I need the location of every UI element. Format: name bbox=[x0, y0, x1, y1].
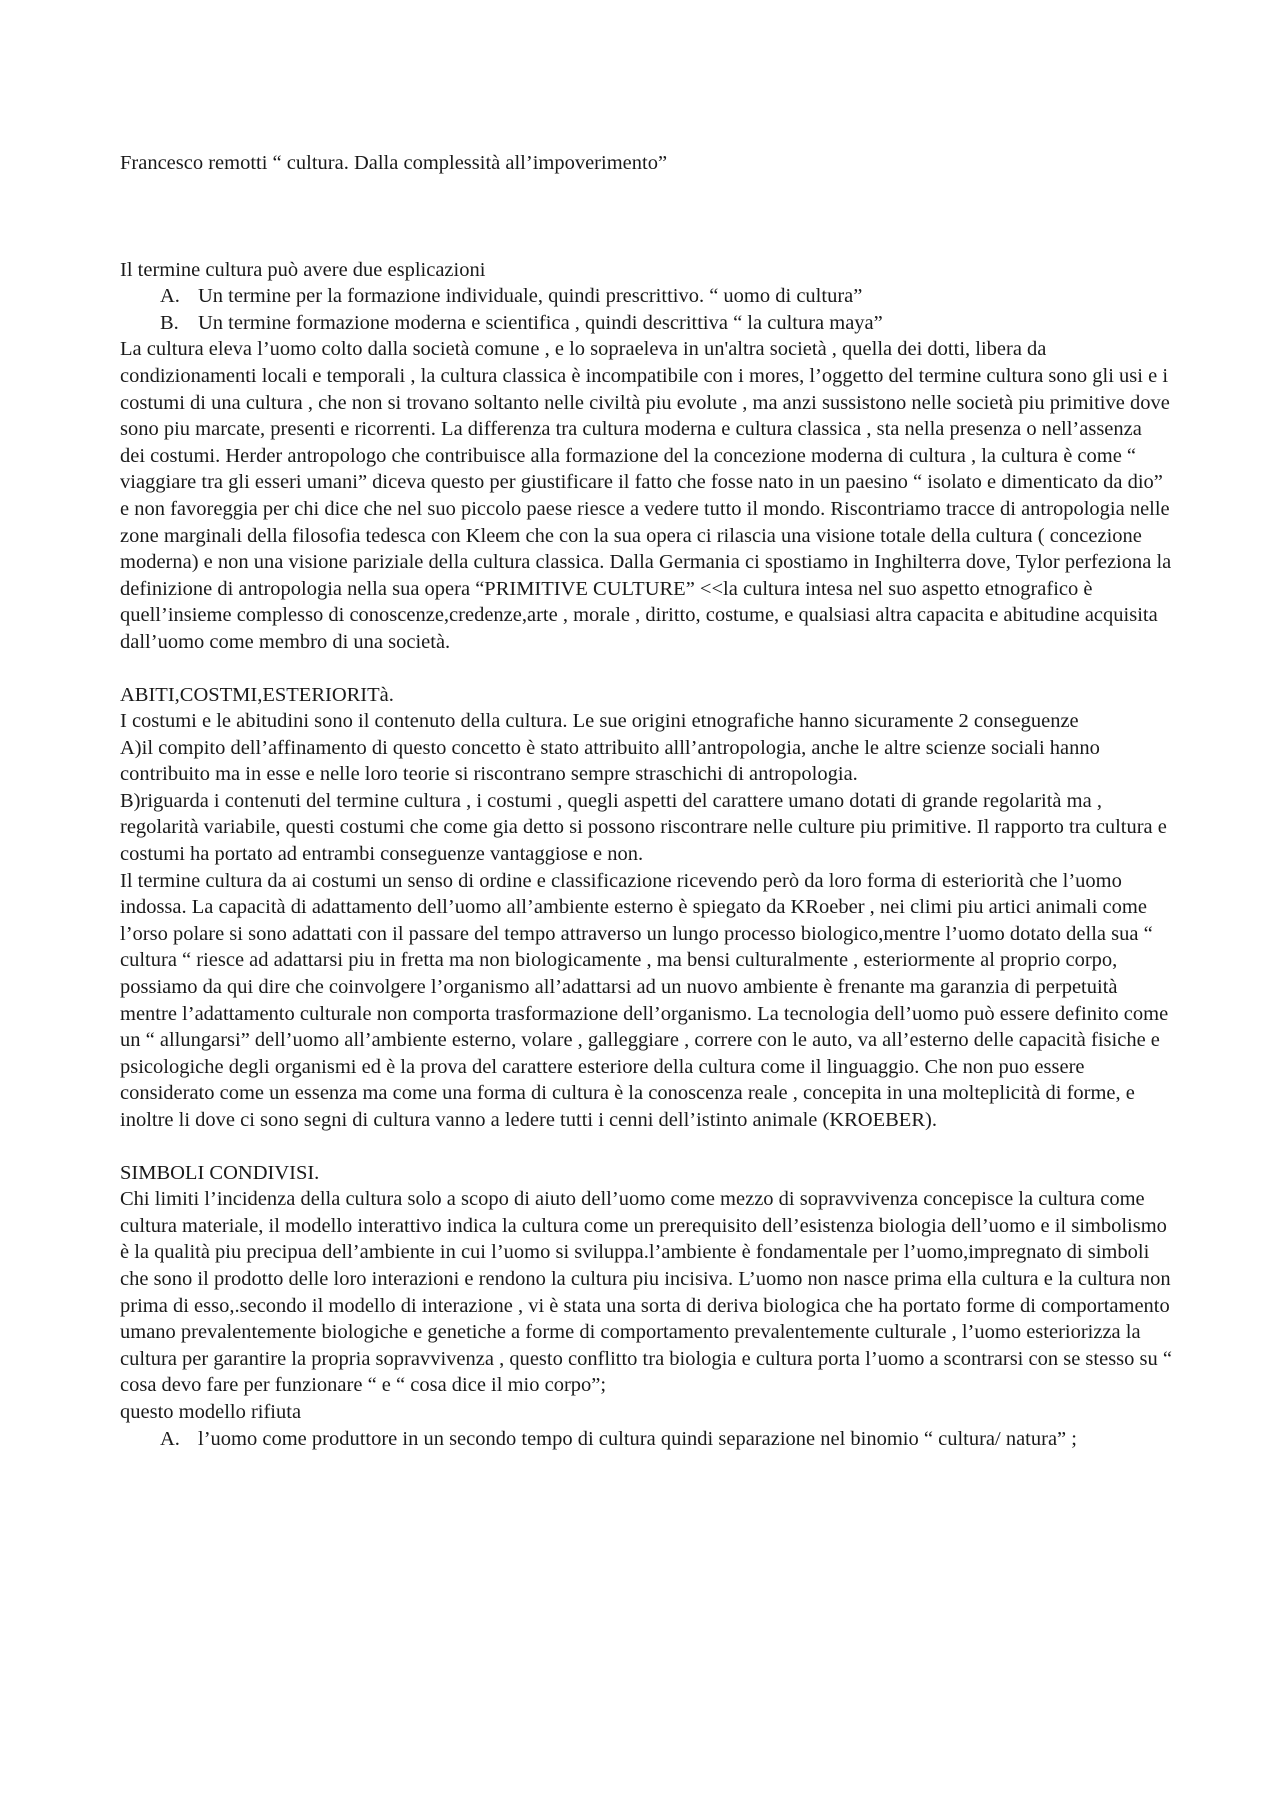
section-gap bbox=[120, 656, 1172, 682]
section-abiti-point-b: B)riguarda i contenuti del termine cultura , i costumi , quegli aspetti del carattere umano dotati di grande regolarità ma , regolarità variabile, questi costumi che come gia detto si possono riscontrare nelle culture piu primitive. Il rapporto tra cultura e costumi ha portato ad entrambi conseguenze vantaggiose e non. bbox=[120, 789, 1167, 866]
document-title: Francesco remotti “ cultura. Dalla complessità all’impoverimento” bbox=[120, 152, 668, 174]
section-abiti-body: Il termine cultura da ai costumi un senso di ordine e classificazione ricevendo però da loro forma di esteriorità che l’uomo indossa. La capacità di adattamento dell’uomo all’ambiente esterno è spiegato da KRoeber , nei climi piu artici animali come l’orso polare si sono adattati con il passare del tempo attraverso un lungo processo biologico,mentre l’uomo dotato della sua “ cultura “ riesce ad adattarsi piu in fretta ma non biologicamente , ma bensi culturalmente , esteriormente al proprio corpo, possiamo da qui dire che coinvolgere l’organismo all’adattarsi ad un nuovo ambiente è frenante ma garanzia di perpetuità mentre l’adattamento culturale non comporta trasformazione dell’organismo. La tecnologia dell’uomo può essere definito come un “ allungarsi” dell’uomo all’ambiente esterno, volare , galleggiare , correre con le auto, va all’esterno delle capacità fisiche e psicologiche degli organismi ed è la prova del carattere esteriore della cultura come il linguaggio. Che non puo essere considerato come un essenza ma come una forma di cultura è la conoscenza reale , concepita in una molteplicità di forme, e inoltre li dove ci sono segni di cultura vanno a ledere tutti i cenni dell’istinto animale (KROEBER). bbox=[120, 869, 1169, 1131]
list-item-text: l’uomo come produttore in un secondo tempo di cultura quindi separazione nel binomio “ cultura/ natura” ; bbox=[198, 1427, 1077, 1450]
section-abiti-intro: I costumi e le abitudini sono il contenuto della cultura. Le sue origini etnografiche hanno sicuramente 2 conseguenze bbox=[120, 710, 1079, 733]
document-page bbox=[120, 150, 1172, 1452]
list-marker: A. bbox=[160, 285, 180, 308]
list-item-text: Un termine formazione moderna e scientifica , quindi descrittiva “ la cultura maya” bbox=[198, 311, 883, 334]
list-marker: B. bbox=[160, 311, 179, 334]
section-gap bbox=[120, 1134, 1172, 1160]
list-item bbox=[120, 310, 1172, 337]
list-item bbox=[120, 1426, 1172, 1453]
intro-line: Il termine cultura può avere due esplicazioni bbox=[120, 258, 486, 281]
section-heading-simboli: SIMBOLI CONDIVISI. bbox=[120, 1161, 320, 1184]
list-item-text: Un termine per la formazione individuale, quindi prescrittivo. “ uomo di cultura” bbox=[198, 285, 863, 308]
intro-list bbox=[120, 283, 1172, 336]
simboli-list bbox=[120, 1426, 1172, 1453]
section-simboli-list-intro: questo modello rifiuta bbox=[120, 1400, 302, 1423]
list-marker: A. bbox=[160, 1427, 180, 1450]
paragraph-culture-definition: La cultura eleva l’uomo colto dalla società comune , e lo sopraeleva in un'altra società , quella dei dotti, libera da condizionamenti locali e temporali , la cultura classica è incompatibile con i mores, l’oggetto del termine cultura sono gli usi e i costumi di una cultura , che non si trovano soltanto nelle civiltà piu evolute , ma anzi sussistono nelle società piu primitive dove sono piu marcate, presenti e ricorrenti. La differenza tra cultura moderna e cultura classica , sta nella presenza o nell’assenza dei costumi. Herder antropologo che contribuisce alla formazione del la concezione moderna di cultura , la cultura è come “ viaggiare tra gli esseri umani” diceva questo per giustificare il fatto che fosse nato in un paesino “ isolato e dimenticato da dio” e non favoreggia per chi dice che nel suo piccolo paese riesce a vedere tutto il mondo. Riscontriamo tracce di antropologia nelle zone marginali della filosofia tedesca con Kleem che con la sua opera ci rilascia una visione totale della cultura ( concezione moderna) e non una visione pariziale della cultura classica. Dalla Germania ci spostiamo in Inghilterra dove, Tylor perfeziona la definizione di antropologia nella sua opera “PRIMITIVE CULTURE” <<la cultura intesa nel suo aspetto etnografico è quell’insieme complesso di conoscenze,credenze,arte , morale , diritto, costume, e qualsiasi altra capacita e abitudine acquisita dall’uomo come membro di una società. bbox=[120, 338, 1172, 653]
section-simboli-body: Chi limiti l’incidenza della cultura solo a scopo di aiuto dell’uomo come mezzo di sopravvivenza concepisce la cultura come cultura materiale, il modello interattivo indica la cultura come un prerequisito dell’esistenza biologia dell’uomo e il simbolismo è la qualità piu precipua dell’ambiente in cui l’uomo si sviluppa.l’ambiente è fondamentale per l’uomo,impregnato di simboli che sono il prodotto delle loro interazioni e rendono la cultura piu incisiva. L’uomo non nasce prima ella cultura e la cultura non prima di esso,.secondo il modello di interazione , vi è stata una sorta di deriva biologica che ha portato forme di comportamento umano prevalentemente biologiche e genetiche a forme di comportamento prevalentemente culturale , l’uomo esteriorizza la cultura per garantire la propria sopravvivenza , questo conflitto tra biologia e cultura porta l’uomo a scontrarsi con se stesso su “ cosa devo fare per funzionare “ e “ cosa dice il mio corpo”; bbox=[120, 1188, 1172, 1397]
section-abiti-point-a: A)il compito dell’affinamento di questo concetto è stato attribuito alll’antropologia, anche le altre scienze sociali hanno contribuito ma in esse e nelle loro teorie si riscontrano sempre straschichi di antropologia. bbox=[120, 736, 1100, 786]
title-spacer bbox=[120, 177, 1172, 257]
list-item bbox=[120, 283, 1172, 310]
section-heading-abiti: ABITI,COSTMI,ESTERIORITà. bbox=[120, 683, 394, 706]
